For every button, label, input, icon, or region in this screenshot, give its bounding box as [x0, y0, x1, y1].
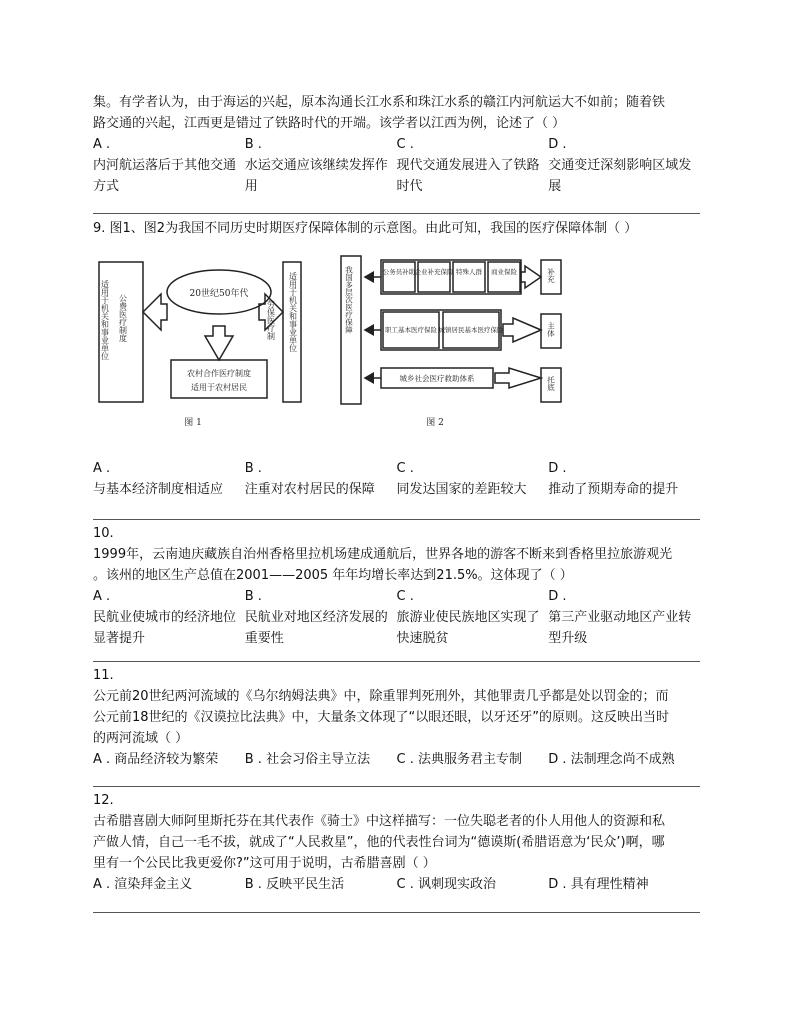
fig1-left-label: 公费医疗制度: [118, 294, 128, 342]
q12-stem-line3: 里有一个公民比我更爱你?”这可用于说明，古希腊喜剧（ ）: [93, 856, 436, 871]
q8-options: [93, 134, 700, 197]
q11-stem-line2: 公元前18世纪的《汉谟拉比法典》中，大量条文体现了“以眼还眼，以牙还牙”的原则。这反映出当时: [93, 710, 670, 725]
q10-stem-line1: 1999年，云南迪庆藏族自治州香格里拉机场建成通航后，世界各地的游客不断来到香格里拉旅游观光: [93, 547, 673, 562]
fig2-arrow-3: [495, 368, 541, 388]
option-text: 注重对农村居民的保障: [244, 482, 375, 497]
question-9: [93, 218, 700, 239]
fig1-ellipse-text: 20世纪50年代: [189, 289, 249, 299]
option-letter: C .: [396, 589, 414, 604]
option-text: 推动了预期寿命的提升: [548, 482, 679, 497]
q11-options: [93, 749, 700, 770]
q12-number: 12.: [93, 793, 114, 808]
fig2-right-label: 补充: [546, 268, 556, 283]
q8-option-d[interactable]: [548, 134, 700, 197]
q11-option-b[interactable]: B . 社会习俗主导立法: [244, 752, 371, 767]
fig2-row2-item: 职工基本医疗保险: [385, 326, 437, 334]
fig2-row1-cell: [383, 262, 415, 292]
option-letter: B .: [244, 589, 262, 604]
q9-option-c[interactable]: [397, 458, 549, 500]
option-letter: D .: [548, 461, 567, 476]
q11-stem-line3: 的两河流域（ ）: [93, 731, 189, 746]
divider: [93, 213, 700, 214]
option-letter: A .: [93, 137, 111, 152]
q12-option-d[interactable]: D . 具有理性精神: [548, 877, 649, 892]
fig2-row1-item: 特殊人群: [456, 268, 482, 276]
question-11: [93, 665, 700, 770]
fig2-row2-item: 城镇居民基本医疗保险: [438, 326, 504, 334]
q9-options: [93, 458, 700, 500]
q11-number: 11.: [93, 668, 114, 683]
option-letter: B .: [244, 461, 262, 476]
option-text: 内河航运落后于其他交通方式: [93, 158, 237, 194]
q9-option-a[interactable]: [93, 458, 245, 500]
option-text: 民航业对地区经济发展的重要性: [244, 610, 388, 646]
option-text: 同发达国家的差距较大: [396, 482, 527, 497]
q8-stem-line2: 路交通的兴起，江西更是错过了铁路时代的开端。该学者以江西为例，论述了（ ）: [93, 116, 566, 131]
option-text: 民航业使城市的经济地位显著提升: [93, 610, 237, 646]
fig2-arrow-1: [521, 266, 541, 288]
q12-options: [93, 874, 700, 895]
q12-option-c[interactable]: C . 讽刺现实政治: [396, 877, 496, 892]
fig2-row3-text: 城乡社会医疗救助体系: [399, 374, 475, 383]
fig2-arrow-2: [503, 318, 541, 342]
q9-stem: 9. 图1、图2为我国不同历史时期医疗保障体制的示意图。由此可知，我国的医疗保障体制（ ）: [93, 221, 638, 236]
q11-option-d[interactable]: D . 法制理念尚不成熟: [548, 752, 675, 767]
divider: [93, 786, 700, 787]
fig1-arrow-left: [143, 294, 167, 330]
option-text: 与基本经济制度相适应: [93, 482, 224, 497]
q12-stem-line2: 产做人情，自己一毛不拔，就成了“人民救星”，他的代表性台词为“德谟斯(希腊语意为‘民众’)啊，哪: [93, 835, 665, 850]
divider: [93, 519, 700, 520]
option-letter: A .: [93, 589, 111, 604]
fig1-caption: 图 1: [184, 418, 202, 428]
divider: [93, 661, 700, 662]
fig2-side-title: 我国多层次医疗保障: [344, 266, 354, 334]
fig1-right-box-text: 适用于机关和事业单位: [288, 272, 298, 352]
q12-option-a[interactable]: A . 渲染拜金主义: [93, 877, 193, 892]
fig1-arrow-up: [205, 326, 233, 360]
q12-option-b[interactable]: B . 反映平民生活: [244, 877, 345, 892]
option-letter: D .: [548, 137, 567, 152]
figure-1-text: [101, 271, 298, 428]
q10-options: [93, 586, 700, 649]
fig2-row1-cell: [453, 262, 485, 292]
q9-options-block: [93, 458, 700, 500]
divider: [93, 912, 700, 913]
option-letter: B .: [244, 137, 262, 152]
q10-option-a[interactable]: [93, 586, 245, 649]
q8-stem-line1: 集。有学者认为，由于海运的兴起，原本沟通长江水系和珠江水系的赣江内河航运大不如前；随着铁: [93, 95, 666, 110]
fig1-bottom-line1: 农村合作医疗制度: [187, 369, 251, 378]
q9-option-b[interactable]: [245, 458, 397, 500]
fig1-right-label: 劳保医疗制: [266, 300, 276, 340]
fig1-bottom-line2: 适用于农村居民: [191, 383, 247, 392]
q8-option-c[interactable]: [397, 134, 549, 197]
option-letter: A .: [93, 461, 111, 476]
question-8: [93, 92, 700, 197]
q9-option-d[interactable]: [548, 458, 700, 500]
fig1-bottom-box: [171, 360, 267, 398]
q12-stem-line1: 古希腊喜剧大师阿里斯托芬在其代表作《骑士》中这样描写：一位失聪老者的仆人用他人的资源和私: [93, 814, 666, 829]
q9-figures: [93, 252, 583, 430]
fig2-row1-item: 企业补充保险: [414, 268, 454, 276]
q11-stem-line1: 公元前20世纪两河流域的《乌尔纳姆法典》中，除重罪判死刑外，其他罪责几乎都是处以罚金的；而: [93, 689, 669, 704]
q11-option-c[interactable]: C . 法典服务君主专制: [396, 752, 522, 767]
fig2-row1-cell: [418, 262, 450, 292]
fig2-right-label: 托底: [546, 376, 556, 391]
q8-option-a[interactable]: [93, 134, 245, 197]
fig2-row1-cell: [488, 262, 520, 292]
fig2-row1-item: 公务员补助: [382, 268, 416, 276]
fig2-row1-item: 商业保险: [491, 268, 517, 276]
option-text: 现代交通发展进入了铁路时代: [396, 158, 540, 194]
q10-option-b[interactable]: [245, 586, 397, 649]
q8-option-b[interactable]: [245, 134, 397, 197]
question-10: [93, 523, 700, 649]
option-letter: C .: [396, 461, 414, 476]
option-text: 交通变迁深刻影响区域发展: [548, 158, 692, 194]
option-text: 第三产业驱动地区产业转型升级: [548, 610, 692, 646]
fig2-right-label: 主体: [546, 322, 556, 337]
q10-stem-line2: 。该州的地区生产总值在2001——2005 年年均增长率达到21.5%。这体现了（ ）: [93, 568, 573, 583]
fig2-row1-frame: [381, 260, 521, 294]
q10-option-d[interactable]: [548, 586, 700, 649]
question-12: [93, 790, 700, 895]
medical-system-diagram: [93, 252, 583, 430]
fig2-caption: 图 2: [426, 418, 444, 428]
fig1-left-box-text: 适用于机关和事业单位: [100, 280, 110, 360]
option-text: 水运交通应该继续发挥作用: [244, 158, 388, 194]
option-letter: D .: [548, 589, 567, 604]
option-letter: C .: [396, 137, 414, 152]
q11-option-a[interactable]: A . 商品经济较为繁荣: [93, 752, 219, 767]
q10-option-c[interactable]: [397, 586, 549, 649]
option-text: 旅游业使民族地区实现了快速脱贫: [396, 610, 540, 646]
q10-number: 10.: [93, 526, 114, 541]
